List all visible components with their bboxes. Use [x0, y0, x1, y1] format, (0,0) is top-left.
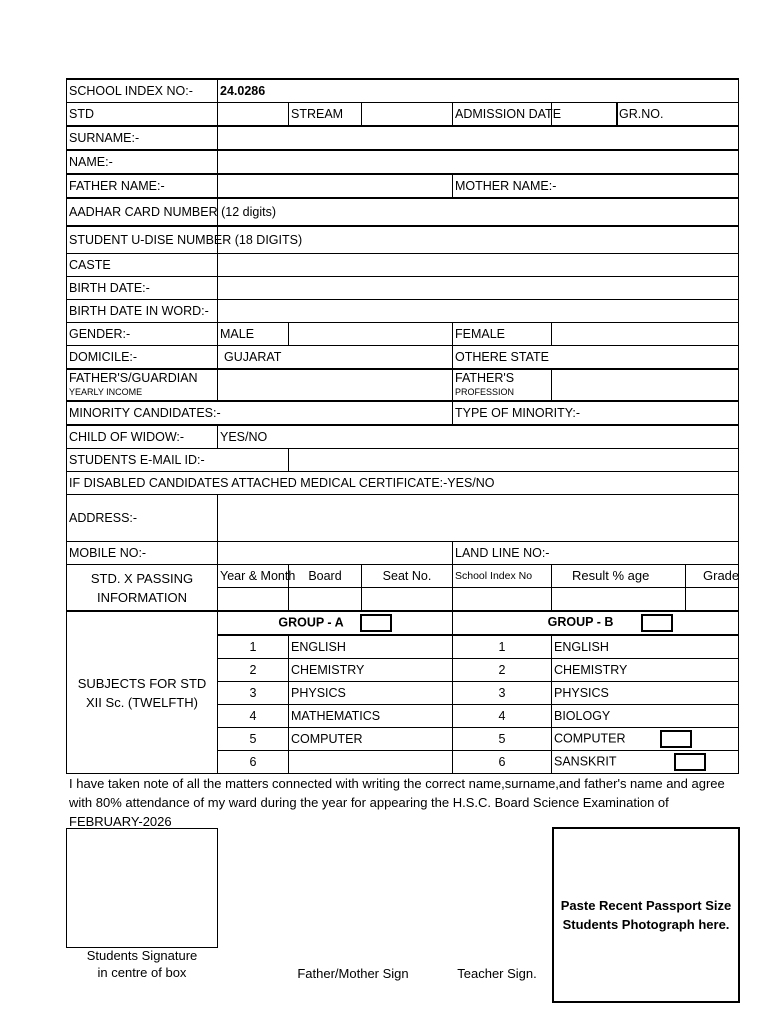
group-b-subject-5: COMPUTER: [554, 731, 626, 746]
group-a-checkbox[interactable]: [360, 614, 392, 632]
group-a-subject-3: PHYSICS: [289, 682, 453, 705]
passing-board: Board: [289, 565, 362, 588]
domicile-label: DOMICILE:-: [67, 346, 218, 370]
group-b-sanskrit-checkbox[interactable]: [674, 753, 706, 771]
group-b-subject-2: CHEMISTRY: [552, 659, 739, 682]
passing-info-label: STD. X PASSING INFORMATION: [67, 565, 218, 612]
income-field[interactable]: [218, 369, 453, 401]
passing-school-index-field[interactable]: [453, 588, 552, 612]
passing-seat-field[interactable]: [362, 588, 453, 612]
profession-label: [453, 369, 552, 401]
address-label: ADDRESS:-: [67, 495, 218, 542]
student-signature-line2: in centre of box: [97, 965, 187, 980]
group-a-subject-6[interactable]: [289, 751, 453, 774]
profession-field[interactable]: [552, 369, 739, 401]
birth-date-field[interactable]: [218, 277, 739, 300]
profession-label-line1: FATHER'S: [455, 370, 515, 385]
caste-field[interactable]: [218, 254, 739, 277]
widow-label: CHILD OF WIDOW:-: [67, 425, 218, 449]
email-field[interactable]: [289, 449, 739, 472]
group-a-subject-1: ENGLISH: [289, 635, 453, 659]
photo-line2: Students Photograph here.: [562, 917, 730, 932]
photo-line1: Paste Recent Passport Size: [560, 898, 732, 913]
student-signature-caption: [66, 947, 218, 981]
group-b-checkbox[interactable]: [641, 614, 673, 632]
passing-seat: Seat No.: [362, 565, 453, 588]
gender-female-label: FEMALE: [453, 323, 552, 346]
photo-box[interactable]: [552, 827, 740, 1003]
group-b-subject-4: BIOLOGY: [552, 705, 739, 728]
group-a-subject-5: COMPUTER: [289, 728, 453, 751]
student-signature-box[interactable]: [66, 828, 218, 948]
surname-label: SURNAME:-: [67, 126, 218, 150]
surname-field[interactable]: [218, 126, 739, 150]
group-a-num-2: 2: [218, 659, 289, 682]
passing-board-field[interactable]: [289, 588, 362, 612]
group-a-num-5: 5: [218, 728, 289, 751]
income-label: [67, 369, 218, 401]
group-a-subject-4: MATHEMATICS: [289, 705, 453, 728]
parent-signature-label: Father/Mother Sign: [297, 966, 409, 981]
group-b-subject-6: SANSKRIT: [554, 754, 617, 769]
gender-female-field[interactable]: [552, 323, 739, 346]
passing-result: Result % age: [572, 568, 650, 583]
income-label-line1: FATHER'S/GUARDIAN: [69, 370, 198, 385]
admission-date-field[interactable]: [552, 103, 664, 127]
birth-date-word-label: BIRTH DATE IN WORD:-: [67, 300, 218, 323]
admission-date-label: ADMISSION DATE: [453, 103, 552, 127]
group-a-subject-2: CHEMISTRY: [289, 659, 453, 682]
gender-male-label: MALE: [218, 323, 289, 346]
email-label: STUDENTS E-MAIL ID:-: [67, 449, 289, 472]
disabled-certificate-label: IF DISABLED CANDIDATES ATTACHED MEDICAL CERTIFICATE:-YES/NO: [67, 472, 739, 495]
other-state-label: OTHERE STATE: [453, 346, 739, 370]
group-b-num-5: 5: [453, 728, 552, 751]
gender-male-field[interactable]: [289, 323, 453, 346]
declaration-text: I have taken note of all the matters connected with writing the correct name,surname,and father's name and agree with 80% attendance of my ward during the year for appearing the H.S.C. Board Science Examination of FEBRUARY-2026: [69, 776, 725, 829]
address-field[interactable]: [218, 495, 739, 542]
std-field[interactable]: [218, 103, 289, 127]
group-b-num-4: 4: [453, 705, 552, 728]
passing-grade: Grade: [703, 568, 740, 583]
school-index-label: SCHOOL INDEX NO:-: [67, 79, 218, 103]
group-a-num-3: 3: [218, 682, 289, 705]
gr-no-field[interactable]: [618, 103, 739, 127]
group-a-label: GROUP - A: [278, 615, 344, 630]
father-name-label: FATHER NAME:-: [67, 174, 218, 198]
passing-year-month: Year & Month: [218, 565, 289, 588]
minority-label: MINORITY CANDIDATES:-: [67, 401, 453, 425]
group-b-num-2: 2: [453, 659, 552, 682]
group-a-num-4: 4: [218, 705, 289, 728]
birth-date-word-field[interactable]: [218, 300, 739, 323]
group-b-num-3: 3: [453, 682, 552, 705]
mobile-label: MOBILE NO:-: [67, 542, 218, 565]
group-b-num-6: 6: [453, 751, 552, 774]
group-b-num-1: 1: [453, 635, 552, 659]
aadhar-field[interactable]: [218, 198, 739, 226]
group-b-subject-3: PHYSICS: [552, 682, 739, 705]
name-label: NAME:-: [67, 150, 218, 174]
mother-name-label: MOTHER NAME:-: [453, 174, 739, 198]
gender-label: GENDER:-: [67, 323, 218, 346]
landline-label: LAND LINE NO:-: [453, 542, 739, 565]
group-a-num-1: 1: [218, 635, 289, 659]
widow-value: YES/NO: [218, 425, 739, 449]
gr-no-label: GR.NO.: [619, 107, 664, 121]
teacher-signature-label: Teacher Sign.: [457, 966, 537, 981]
aadhar-label: AADHAR CARD NUMBER (12 digits): [67, 198, 218, 226]
group-a-num-6: 6: [218, 751, 289, 774]
stream-label: STREAM: [289, 103, 362, 127]
group-b-subject-1: ENGLISH: [552, 635, 739, 659]
group-b-subject-5-cell: [552, 728, 739, 751]
group-b-label: GROUP - B: [547, 615, 614, 630]
caste-label: CASTE: [67, 254, 218, 277]
passing-year-month-field[interactable]: [218, 588, 289, 612]
form-table: [66, 78, 739, 774]
income-label-line2: YEARLY INCOME: [69, 386, 143, 397]
subjects-label: SUBJECTS FOR STD XII Sc. (TWELFTH): [67, 611, 218, 774]
udise-label: STUDENT U-DISE NUMBER (18 DIGITS): [67, 226, 218, 254]
group-b-computer-checkbox[interactable]: [660, 730, 692, 748]
group-a-header: [218, 611, 453, 635]
domicile-value: GUJARAT: [218, 346, 453, 370]
passing-result-grade: [552, 565, 739, 588]
admission-form: [66, 78, 739, 774]
father-name-field[interactable]: [218, 174, 453, 198]
mobile-field[interactable]: [218, 542, 453, 565]
birth-date-label: BIRTH DATE:-: [67, 277, 218, 300]
passing-school-index: School Index No: [453, 565, 552, 588]
stream-field[interactable]: [362, 103, 453, 127]
student-signature-line1: Students Signature: [86, 948, 198, 963]
std-label: STD: [67, 103, 218, 127]
passing-result-grade-field[interactable]: [552, 588, 739, 612]
group-b-header: [453, 611, 739, 635]
group-b-subject-6-cell: [552, 751, 739, 774]
profession-label-line2: PROFESSION: [455, 386, 515, 397]
photo-instructions: [561, 896, 732, 934]
name-field[interactable]: [218, 150, 739, 174]
school-index-value: 24.0286: [218, 79, 739, 103]
minority-type-label: TYPE OF MINORITY:-: [453, 401, 739, 425]
